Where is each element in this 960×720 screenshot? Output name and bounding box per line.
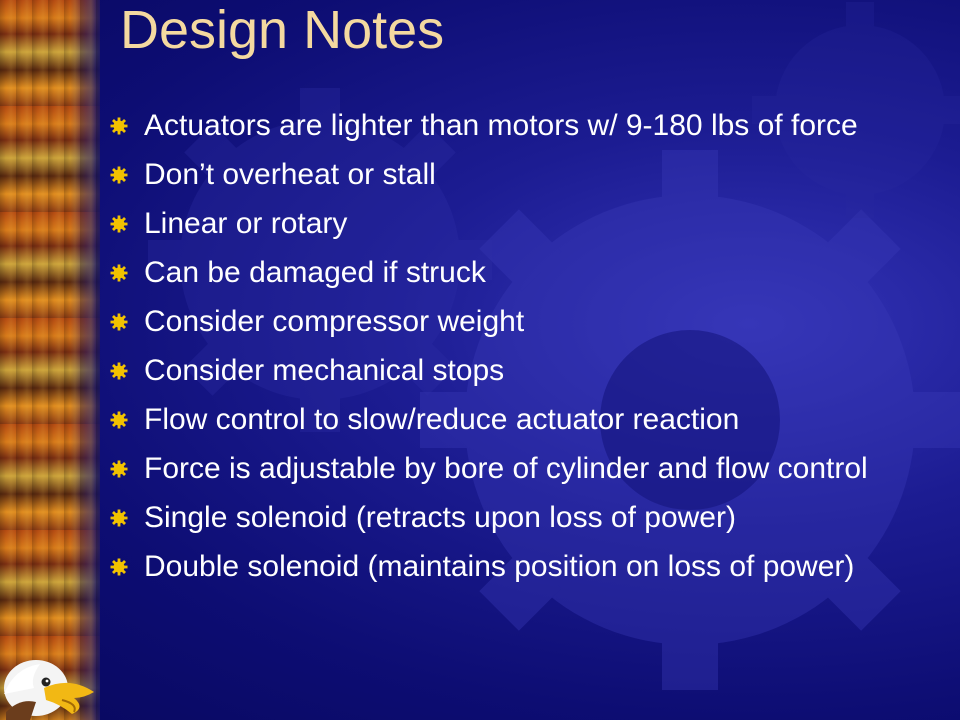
bullet-text: Double solenoid (maintains position on loss of power) xyxy=(144,550,855,583)
gear-bullet-icon xyxy=(110,215,128,233)
bullet-text: Force is adjustable by bore of cylinder and flow control xyxy=(144,452,868,485)
bullet-text: Linear or rotary xyxy=(144,207,348,240)
bullet-item xyxy=(110,107,950,144)
gear-bullet-icon xyxy=(110,117,128,135)
gear-bullet-icon xyxy=(110,313,128,331)
eagle-mascot-icon xyxy=(0,648,100,720)
bullet-text: Single solenoid (retracts upon loss of power) xyxy=(144,501,736,534)
bullet-item xyxy=(110,254,950,291)
bullet-text: Can be damaged if struck xyxy=(144,256,486,289)
gear-bullet-icon xyxy=(110,558,128,576)
gear-bullet-icon xyxy=(110,264,128,282)
decorative-left-strip xyxy=(0,0,100,720)
gear-bullet-icon xyxy=(110,362,128,380)
bullet-list xyxy=(110,107,950,597)
bullet-item xyxy=(110,548,950,585)
bullet-item xyxy=(110,303,950,340)
bullet-text: Don’t overheat or stall xyxy=(144,158,436,191)
bullet-text: Consider compressor weight xyxy=(144,305,525,338)
bullet-item xyxy=(110,499,950,536)
gear-bullet-icon xyxy=(110,460,128,478)
slide-title: Design Notes xyxy=(120,0,445,60)
bullet-item xyxy=(110,450,950,487)
bullet-item xyxy=(110,352,950,389)
gear-bullet-icon xyxy=(110,411,128,429)
gear-bullet-icon xyxy=(110,166,128,184)
bullet-text: Flow control to slow/reduce actuator reaction xyxy=(144,403,740,436)
gear-bullet-icon xyxy=(110,509,128,527)
bullet-text: Actuators are lighter than motors w/ 9-180 lbs of force xyxy=(144,109,858,142)
bullet-item xyxy=(110,156,950,193)
bullet-text: Consider mechanical stops xyxy=(144,354,505,387)
bullet-item xyxy=(110,205,950,242)
bullet-item xyxy=(110,401,950,438)
